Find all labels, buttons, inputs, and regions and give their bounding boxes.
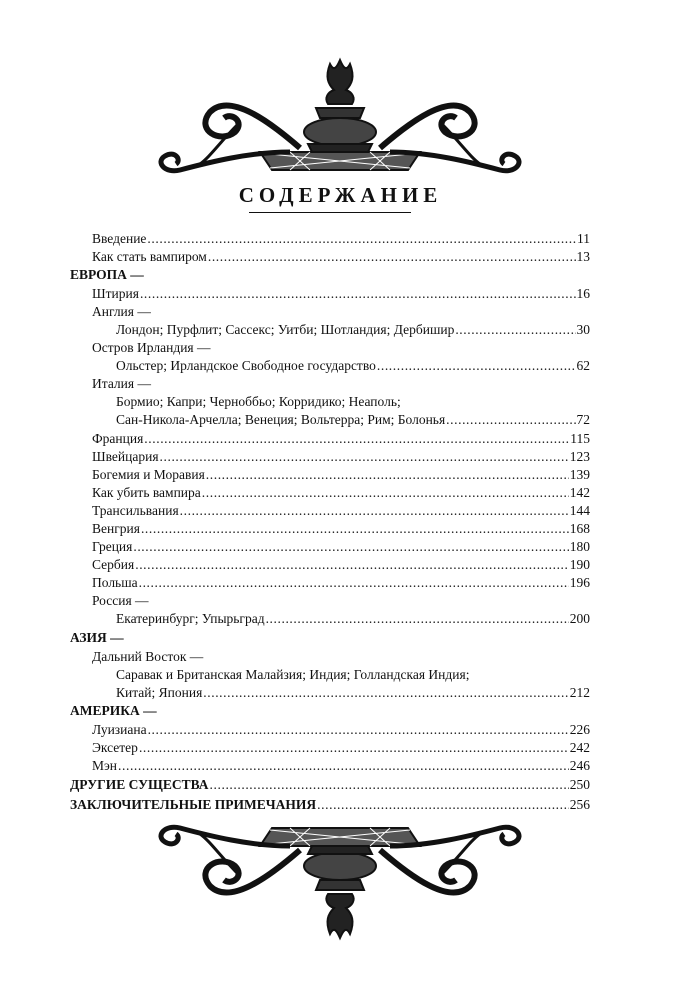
toc-entry-hungary[interactable] xyxy=(92,519,590,537)
toc-section-america: АМЕРИКА — xyxy=(70,703,157,718)
toc-entry-louisiana[interactable] xyxy=(92,720,590,738)
top-ornament xyxy=(140,52,540,180)
toc-page: 72 xyxy=(576,412,590,427)
toc-page: 212 xyxy=(569,685,590,700)
toc-entry-greece[interactable] xyxy=(92,537,590,555)
toc-label: Швейцария xyxy=(92,449,159,464)
toc-label: Екатеринбург; Упырьград xyxy=(116,611,265,626)
toc-entry-transylvania[interactable] xyxy=(92,501,590,519)
toc-page: 139 xyxy=(569,467,590,482)
toc-entry-ireland: Остров Ирландия — xyxy=(92,340,211,355)
toc-section-europe: ЕВРОПА — xyxy=(70,267,144,282)
toc-label: Польша xyxy=(92,575,138,590)
toc-page: 62 xyxy=(576,358,590,373)
toc-page: 190 xyxy=(569,557,590,572)
toc-entry-exeter[interactable] xyxy=(92,738,590,756)
toc-label: Китай; Япония xyxy=(116,685,203,700)
toc-page: 226 xyxy=(569,722,590,737)
toc-entry-serbia[interactable] xyxy=(92,555,590,573)
toc-entry-england: Англия — xyxy=(92,304,151,319)
toc-label: Франция xyxy=(92,431,144,446)
toc-entry-intro[interactable] xyxy=(92,229,590,247)
toc-page: 142 xyxy=(569,485,590,500)
toc-entry-kill[interactable] xyxy=(92,483,590,501)
toc-label: Мэн xyxy=(92,758,118,773)
toc-label: Введение xyxy=(92,231,147,246)
toc-entry-fareast-sub2[interactable] xyxy=(116,683,590,701)
toc-page: 13 xyxy=(576,249,590,264)
toc-page: 16 xyxy=(576,286,590,301)
toc-label: Эксетер xyxy=(92,740,138,755)
toc-entry-fareast: Дальний Восток — xyxy=(92,649,204,664)
toc-entry-england-sub[interactable] xyxy=(116,320,590,338)
toc-page: 256 xyxy=(569,797,590,812)
toc-page: 168 xyxy=(569,521,590,536)
toc-section-asia: АЗИЯ — xyxy=(70,630,124,645)
toc-label: Сан-Никола-Арчелла; Венеция; Вольтерра; Рим; Болонья xyxy=(116,412,446,427)
toc-page: 250 xyxy=(569,777,590,792)
toc-entry-russia-sub[interactable] xyxy=(116,609,590,627)
toc-page: 11 xyxy=(577,231,590,246)
toc-entry-fareast-sub1: Саравак и Британская Малайзия; Индия; Голландская Индия; xyxy=(116,667,470,682)
toc-entry-final[interactable] xyxy=(70,795,590,813)
toc-entry-russia: Россия — xyxy=(92,593,149,608)
toc-entry-become[interactable] xyxy=(92,247,590,265)
toc-label: Сербия xyxy=(92,557,135,572)
toc-page: 246 xyxy=(569,758,590,773)
toc-entry-bohemia[interactable] xyxy=(92,465,590,483)
toc-page: 200 xyxy=(569,611,590,626)
toc-page: 123 xyxy=(569,449,590,464)
toc-label: ДРУГИЕ СУЩЕСТВА xyxy=(70,777,209,792)
toc-entry-france[interactable] xyxy=(92,429,590,447)
toc-label: Венгрия xyxy=(92,521,140,536)
toc-page: 30 xyxy=(576,322,590,337)
bottom-ornament xyxy=(140,818,540,946)
toc-page: 180 xyxy=(569,539,590,554)
toc-entry-creatures[interactable] xyxy=(70,775,590,793)
toc-label: Богемия и Моравия xyxy=(92,467,205,482)
page-title: СОДЕРЖАНИЕ xyxy=(238,183,443,207)
toc-page: 144 xyxy=(569,503,590,518)
toc-label: Как стать вампиром xyxy=(92,249,207,264)
toc-label: Лондон; Пурфлит; Сассекс; Уитби; Шотландия; Дербишир xyxy=(116,322,455,337)
toc-label: Штирия xyxy=(92,286,139,301)
toc-label: Ольстер; Ирландское Свободное государство xyxy=(116,358,376,373)
toc-label: Луизиана xyxy=(92,722,147,737)
toc-entry-styria[interactable] xyxy=(92,284,590,302)
toc-entry-italy-sub2[interactable] xyxy=(116,410,590,428)
toc-entry-maine[interactable] xyxy=(92,756,590,774)
toc-entry-ireland-sub[interactable] xyxy=(116,356,590,374)
toc-page: 196 xyxy=(569,575,590,590)
toc-label: Трансильвания xyxy=(92,503,179,518)
toc-label: Греция xyxy=(92,539,133,554)
toc-entry-switzerland[interactable] xyxy=(92,447,590,465)
toc-entry-italy-sub1: Бормио; Капри; Черноббьо; Корридико; Неаполь; xyxy=(116,394,401,409)
title-rule xyxy=(249,212,411,213)
toc-entry-poland[interactable] xyxy=(92,573,590,591)
toc-label: Как убить вампира xyxy=(92,485,201,500)
toc-page: 115 xyxy=(570,431,590,446)
toc-label: ЗАКЛЮЧИТЕЛЬНЫЕ ПРИМЕЧАНИЯ xyxy=(70,797,317,812)
toc-page: 242 xyxy=(569,740,590,755)
toc-entry-italy: Италия — xyxy=(92,376,151,391)
